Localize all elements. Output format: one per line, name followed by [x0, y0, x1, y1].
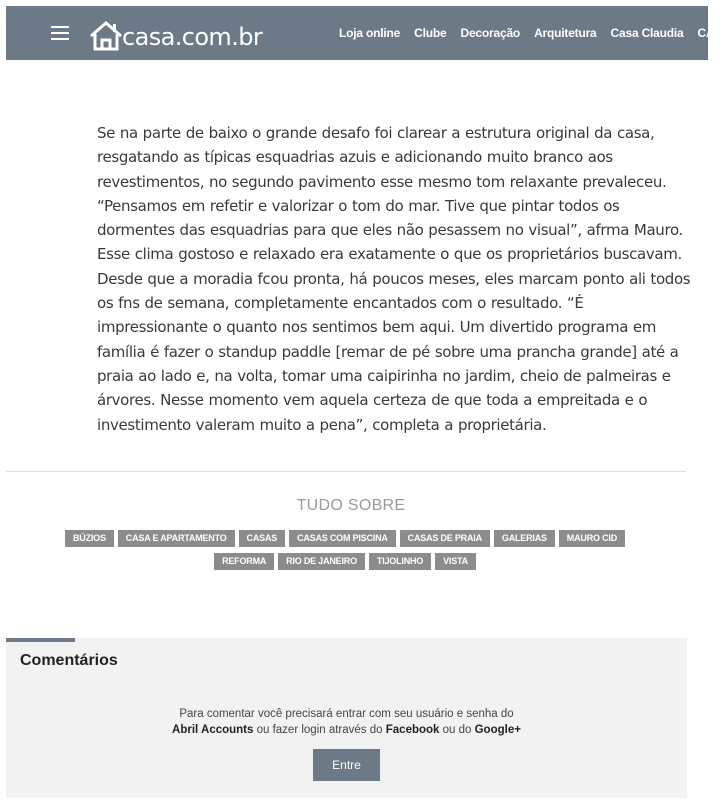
- nav-item-clube[interactable]: Clube: [414, 26, 447, 40]
- comments-section: [6, 638, 687, 798]
- comments-text-line-1: Para comentar você precisará entrar com seu usuário e senha do: [179, 708, 514, 720]
- site-header: [6, 6, 715, 60]
- main-nav: [339, 6, 728, 60]
- divider: [6, 471, 686, 472]
- comments-accent-bar: [6, 638, 75, 642]
- article-body: [97, 121, 697, 437]
- abril-accounts-link[interactable]: Abril Accounts: [172, 724, 254, 736]
- tag-galerias[interactable]: GALERIAS: [494, 530, 555, 547]
- menu-icon[interactable]: [51, 26, 69, 40]
- logo-text: casa.com.br: [122, 23, 263, 51]
- tag-casa-e-apartamento[interactable]: CASA E APARTAMENTO: [118, 530, 235, 547]
- site-logo[interactable]: [88, 18, 262, 52]
- article-paragraph: Se na parte de baixo o grande desafo foi clarear a estrutura original da casa, resgatando as típicas esquadrias azuis e adicionando muito branco aos revestimentos, no segundo pavimento esse mesmo tom relaxante prevaleceu. “Pensamos em refetir e valorizar o tom do mar. Tive que pintar todos os dormentes das esquadrias para que eles não pesassem no visual”, afrma Mauro. Esse clima gostoso e relaxado era exatamente o que os proprietários buscavam. Desde que a moradia fcou pronta, há poucos meses, eles marcam ponto ali todos os fns de semana, completamente encantados com o resultado. “É impressionante o quanto nos sentimos bem aqui. Um divertido programa em família é fazer o standup paddle [remar de pé sobre uma prancha grande] até a praia ao lado e, na volta, tomar uma caipirinha no jardim, cheio de palmeiras e árvores. Nesse momento vem aquela certeza de que toda a empreitada e o investimento valeram muito a pena”, completa a proprietária.: [97, 124, 691, 434]
- tag-list: [40, 530, 650, 576]
- nav-item-arquitetura[interactable]: Arquitetura: [534, 26, 597, 40]
- tag-mauro-cid[interactable]: MAURO CID: [559, 530, 625, 547]
- tag-casas[interactable]: CASAS: [239, 530, 286, 547]
- comments-login-text: [6, 706, 687, 738]
- nav-item-loja-online[interactable]: Loja online: [339, 26, 401, 40]
- tag-casas-de-praia[interactable]: CASAS DE PRAIA: [400, 530, 490, 547]
- comments-title: Comentários: [20, 652, 118, 669]
- enter-button[interactable]: Entre: [313, 749, 380, 781]
- tag-reforma[interactable]: REFORMA: [214, 553, 274, 570]
- facebook-link[interactable]: Facebook: [385, 724, 440, 736]
- tag-rio-de-janeiro[interactable]: RIO DE JANEIRO: [278, 553, 365, 570]
- nav-item-decoracao[interactable]: Decoração: [460, 26, 521, 40]
- comments-text-2: ou fazer login através do: [253, 724, 386, 736]
- google-link[interactable]: Google+: [474, 724, 521, 736]
- nav-item-ca[interactable]: CA: [697, 26, 715, 40]
- tag-tijolinho[interactable]: TIJOLINHO: [369, 553, 431, 570]
- tags-title: TUDO SOBRE: [296, 497, 406, 514]
- tag-vista[interactable]: VISTA: [435, 553, 476, 570]
- nav-item-casa-claudia[interactable]: Casa Claudia: [610, 26, 684, 40]
- tag-casas-com-piscina[interactable]: CASAS COM PISCINA: [289, 530, 396, 547]
- comments-text-3: ou do: [439, 724, 475, 736]
- house-icon: [88, 20, 124, 52]
- tag-buzios[interactable]: BÚZIOS: [65, 530, 114, 547]
